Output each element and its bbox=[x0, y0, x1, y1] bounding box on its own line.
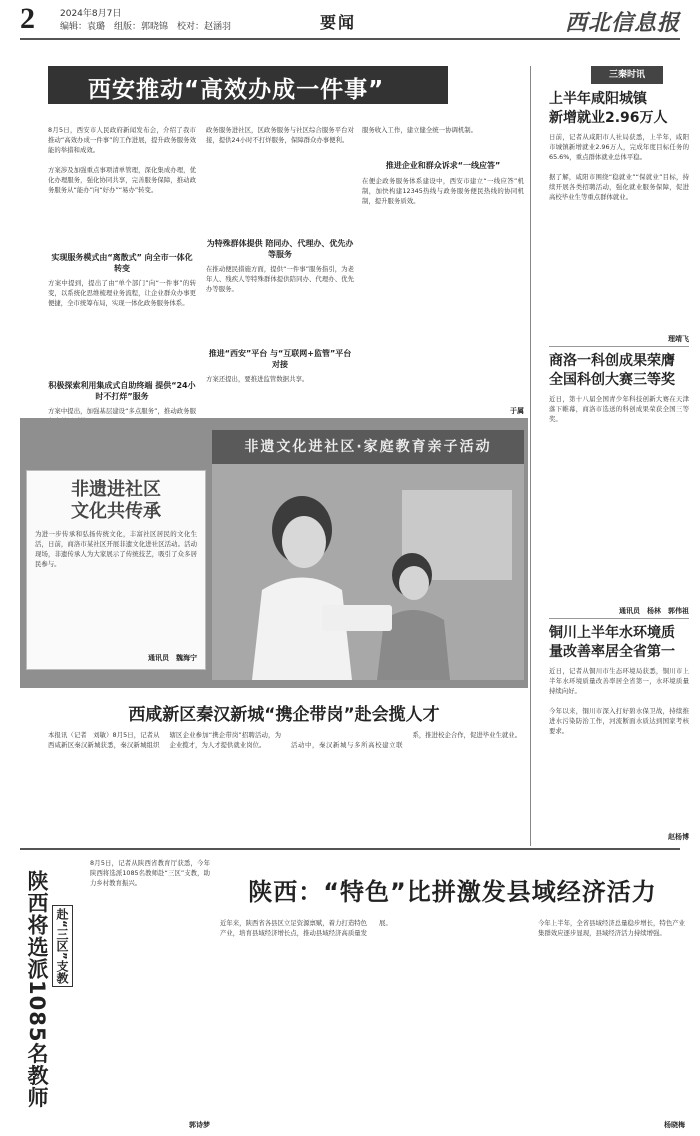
news-sidebar bbox=[530, 66, 688, 846]
story1-col1c: 方案中提出，加强基层建设“多点服务”，推动政务服 bbox=[48, 407, 196, 415]
editor-credits: 编辑：袁璐 组版：郭晓锦 校对：赵涵羽 bbox=[60, 22, 232, 32]
sidebar-story2-byline: 通讯员 杨林 郭伟祖 bbox=[619, 607, 689, 615]
photo-banner-sign: 非遗文化进社区·家庭教育亲子活动 bbox=[212, 430, 524, 464]
story1-subhead4: 推进“西安”平台 与“互联网+监管”平台对接 bbox=[208, 349, 352, 369]
story1-col3b: 在便企政务服务体系建设中，西安市建立“一线应答”机制，加快构建12345热线与政务服务便民热线的协同机制，提升服务质效。 bbox=[362, 177, 524, 205]
page-number: 2 bbox=[20, 2, 35, 35]
story3-vertical-subtitle: 赴“三区”支教 bbox=[52, 905, 73, 987]
sidebar-story1-byline: 理靖飞 bbox=[668, 335, 689, 343]
sidebar-tag: 三秦时讯 bbox=[591, 66, 663, 84]
story1-col3: 服务收入工作，建立健全统一协调机制。 bbox=[362, 126, 478, 134]
feature-caption-text: 为进一步传承和弘扬传统文化，丰富社区居民的文化生活，日前，商洛市某社区开展非遗文化进社区活动。活动现场，非遗传承人为大家展示了传统技艺，吸引了众多居民参与。 bbox=[35, 530, 197, 568]
sidebar-story2-title: 商洛一科创成果荣膺 全国科创大赛三等奖 bbox=[549, 353, 675, 388]
sidebar-story3-title: 铜川上半年水环境质 量改善率居全省第一 bbox=[549, 625, 675, 660]
story3-vertical-title: 陕西将选派1085名教师 bbox=[25, 870, 49, 1109]
sidebar-divider bbox=[549, 346, 689, 347]
story1-title: 西安推动“高效办成一件事” bbox=[88, 77, 385, 103]
feature-caption-box bbox=[26, 470, 206, 670]
issue-date: 2024年8月7日 bbox=[60, 9, 122, 19]
feature-photo bbox=[212, 430, 524, 680]
sidebar-divider bbox=[549, 618, 689, 619]
story4-text: 近年来，陕西省各县区立足资源禀赋，着力打造特色产业，培育县域经济增长点，推动县域经济高质量发展。 今年上半年，全省县域经济总量稳步增长，特色产业集群效应逐步显现，县域经济活力持续增强。 bbox=[220, 919, 685, 937]
story4-title-banner bbox=[220, 870, 685, 910]
story3-text: 8月5日，记者从陕西省教育厅获悉，今年陕西将选派1085名教师赴“三区”支教，助力乡村教育振兴。 bbox=[90, 859, 210, 887]
page-header bbox=[20, 4, 680, 40]
story4-title: 陕西：“特色”比拼激发县域经济活力 bbox=[248, 878, 657, 906]
story1-col1: 8月5日，西安市人民政府新闻发布会，介绍了我市推动“高效办成一件事”的工作进展，提升政务服务效能的举措和成效。 方案涉及加强重点事项清单管理，深化集成办理，优化办理服务，强化协同共享，完善服务保障，推动政务服务从“能办”向“好办”“易办”转变。 bbox=[48, 126, 196, 194]
sidebar-story1-text: 日前，记者从咸阳市人社局获悉，上半年，咸阳市城镇新增就业2.96万人，完成年度目标任务的65.6%，重点群体就业总体平稳。 据了解，咸阳市围绕“稳就业”“保就业”目标，持续开展各类招聘活动，强化就业服务保障，促进高校毕业生等重点群体就业。 bbox=[549, 133, 689, 201]
sidebar-story3-text: 近日，记者从铜川市生态环境局获悉，铜川市上半年水环境质量改善率居全省第一，水环境质量持续向好。 今年以来，铜川市深入打好碧水保卫战，持续推进水污染防治工作，河流断面水质达到国家考核要求。 bbox=[549, 667, 689, 735]
section-name: 要闻 bbox=[320, 13, 357, 32]
masthead-logo: 西北信息报 bbox=[564, 10, 680, 36]
story1-subhead1: 实现服务模式由“离散式” 向全市一体化转变 bbox=[51, 253, 193, 273]
story1-title-banner bbox=[48, 66, 448, 104]
story2-title: 西咸新区秦汉新城“携企带岗”赴会揽人才 bbox=[128, 705, 440, 725]
feature-caption-title: 非遗进社区 文化共传承 bbox=[71, 479, 161, 522]
story4-byline: 杨晓梅 bbox=[664, 1121, 685, 1129]
story3-byline: 郭诗梦 bbox=[189, 1121, 210, 1129]
story2-text: 本报讯（记者 刘敏）8月5日，记者从西咸新区秦汉新城获悉，秦汉新城组织辖区企业参加“携企带岗”招聘活动，为企业揽才，为人才提供就业岗位。 活动中，秦汉新城与多所高校建立联系，推进校企合作，促进毕业生就业。 bbox=[48, 731, 522, 749]
sidebar-story1-title: 上半年咸阳城镇 新增就业2.96万人 bbox=[549, 91, 668, 126]
header-meta bbox=[60, 8, 231, 34]
story1-subhead5: 推进企业和群众诉求“一线应答” bbox=[385, 161, 501, 170]
photo-illustration bbox=[212, 430, 524, 680]
story1-col1b: 方案中提到，提出了由“单个部门”向“一件事”的转变，以系统化思维梳理业务流程，让企业群众办事更便捷，全市统筹布局，实现一体化政务服务体系。 bbox=[48, 279, 196, 307]
story1-byline: 于属 bbox=[510, 407, 524, 415]
sidebar-story2-text: 近日，第十八届全国青少年科技创新大赛在天津落下帷幕，商洛市选送的科创成果荣获全国三等奖。 bbox=[549, 395, 689, 423]
section-divider bbox=[20, 848, 680, 850]
sidebar-story3-byline: 赵杨博 bbox=[668, 833, 689, 841]
story1-subhead3: 为特殊群体提供 陪同办、代理办、优先办等服务 bbox=[206, 239, 354, 259]
story1-subhead2: 积极探索利用集成式自助终端 提供“24小时不打烊”服务 bbox=[48, 381, 196, 401]
feature-caption-byline: 通讯员 魏海宁 bbox=[148, 654, 197, 662]
story1-col2: 政务服务进社区，区政务服务与社区综合服务平台对接，提供24小时不打烊服务，保障群众办事便利。 bbox=[206, 126, 354, 144]
story1-col2c: 方案还提出，要推进监管数据共享。 bbox=[206, 375, 309, 383]
story1-col2b: 在推动便民措施方面，提供“一件事”服务指引，为老年人、残疾人等特殊群体提供陪同办、代理办、优先办等服务。 bbox=[206, 265, 354, 293]
